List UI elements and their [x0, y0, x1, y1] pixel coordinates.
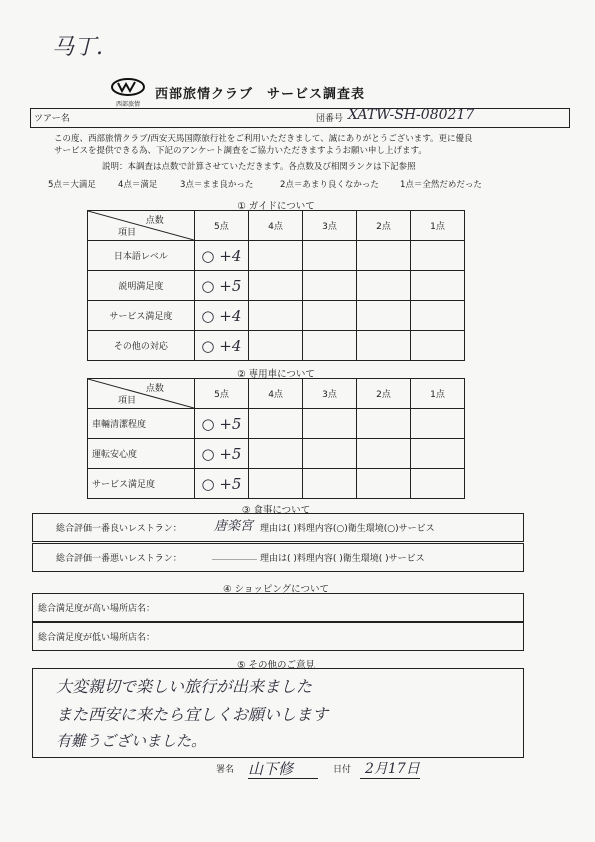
table-header-corner — [88, 379, 195, 409]
rating-cell[interactable] — [357, 241, 411, 271]
table-row — [88, 331, 465, 361]
scale-1: 1点＝全然だめだった — [400, 180, 482, 190]
header-score: 点数 — [145, 384, 164, 394]
comment-line-3: 有難うございました。 — [56, 732, 207, 750]
header-score: 点数 — [145, 216, 164, 226]
rating-cell[interactable] — [249, 301, 303, 331]
scale-5: 5点＝大満足 — [48, 180, 96, 190]
rating-cell[interactable] — [303, 409, 357, 439]
column-header: 1点 — [411, 211, 465, 241]
comment-line-1: 大変親切で楽しい旅行が出来ました — [56, 677, 313, 696]
row-label: サービス満足度 — [88, 301, 195, 331]
company-logo — [110, 78, 146, 108]
rating-cell[interactable] — [249, 241, 303, 271]
rating-cell[interactable] — [357, 439, 411, 469]
column-header: 3点 — [303, 211, 357, 241]
signature-underline — [248, 778, 318, 779]
rating-cell[interactable] — [411, 271, 465, 301]
rating-cell[interactable] — [411, 469, 465, 499]
rating-mark[interactable]: ○ +4 — [194, 301, 248, 331]
rating-cell[interactable] — [357, 469, 411, 499]
rating-cell[interactable] — [249, 271, 303, 301]
logo-text: 西部旅情 — [115, 101, 140, 108]
rating-cell[interactable] — [249, 409, 303, 439]
table-row — [88, 469, 465, 499]
date-underline — [360, 778, 420, 779]
rating-cell[interactable] — [357, 409, 411, 439]
section-guide-title: ① ガイドについて — [237, 201, 315, 212]
date-value: 2月17日 — [365, 761, 420, 777]
rating-cell[interactable] — [357, 301, 411, 331]
column-header: 2点 — [357, 379, 411, 409]
rating-cell[interactable] — [411, 331, 465, 361]
rating-mark[interactable]: ○ +5 — [194, 409, 248, 439]
table-row — [88, 439, 465, 469]
group-no-value: XATW-SH-080217 — [348, 107, 475, 123]
date-label: 日付 — [333, 765, 352, 775]
corner-note: 马丁. — [52, 35, 103, 60]
column-header: 2点 — [357, 211, 411, 241]
rating-mark[interactable]: ○ +5 — [194, 439, 248, 469]
row-label: 車輛清潔程度 — [88, 409, 195, 439]
diagonal-line — [88, 211, 194, 240]
best-restaurant-label: 総合評価一番良いレストラン： — [56, 524, 182, 534]
rating-cell[interactable] — [303, 331, 357, 361]
signature-value: 山下修 — [248, 760, 294, 778]
scale-2: 2点＝あまり良くなかった — [280, 180, 379, 190]
best-restaurant-reason: 理由は( )料理内容(○)衛生環境(○)サービス — [260, 524, 435, 534]
intro-line-1: この度、西部旅情クラブ/西安天馬国際旅行社をご利用いただきまして、誠にありがとうございます。更に優良 — [54, 134, 473, 144]
table-row — [88, 271, 465, 301]
intro-line-3: 説明：本調査は点数で計算させていただきます。各点数及び相関ランクは下記参照 — [102, 162, 416, 172]
scale-3: 3点＝まま良かった — [180, 180, 254, 190]
table-row — [88, 409, 465, 439]
vehicle-rating-table — [87, 378, 465, 499]
rating-cell[interactable] — [303, 301, 357, 331]
rating-cell[interactable] — [303, 241, 357, 271]
group-no-label: 団番号 — [316, 114, 344, 124]
diagonal-line — [88, 379, 194, 408]
rating-cell[interactable] — [357, 271, 411, 301]
rating-cell[interactable] — [249, 469, 303, 499]
scale-4: 4点＝満足 — [118, 180, 158, 190]
table-row — [88, 301, 465, 331]
tour-info-row — [30, 108, 570, 128]
worst-restaurant-value: ＿＿＿＿＿ — [212, 552, 258, 562]
form-title: 西部旅情クラブ サービス調査表 — [155, 87, 366, 102]
header-item: 項目 — [118, 228, 137, 238]
rating-mark[interactable]: ○ +4 — [194, 241, 248, 271]
section-meal-title: ③ 食事について — [241, 505, 311, 516]
rating-mark[interactable]: ○ +5 — [194, 469, 248, 499]
column-header: 5点 — [194, 211, 248, 241]
worst-restaurant-label: 総合評価一番悪いレストラン： — [56, 554, 182, 564]
column-header: 5点 — [194, 379, 248, 409]
section-shopping-title: ④ ショッピングについて — [223, 584, 329, 595]
row-label: 運転安心度 — [88, 439, 195, 469]
worst-restaurant-reason: 理由は( )料理内容( )衛生環境( )サービス — [260, 554, 425, 564]
rating-cell[interactable] — [249, 331, 303, 361]
column-header: 4点 — [249, 379, 303, 409]
column-header: 3点 — [303, 379, 357, 409]
column-header: 1点 — [411, 379, 465, 409]
rating-cell[interactable] — [411, 241, 465, 271]
row-label: その他の対応 — [88, 331, 195, 361]
logo-emblem-icon — [110, 78, 146, 96]
signature-label: 署名 — [216, 765, 235, 775]
table-row — [88, 241, 465, 271]
low-shop-label: 総合満足度が低い場所店名： — [38, 633, 156, 643]
high-shop-label: 総合満足度が高い場所店名： — [38, 604, 156, 614]
best-restaurant-value: 唐楽宮 — [214, 519, 254, 534]
section-vehicle-title: ② 専用車について — [237, 369, 315, 380]
row-label: 日本語レベル — [88, 241, 195, 271]
tour-name-label: ツアー名 — [34, 114, 70, 124]
table-header-corner — [88, 211, 195, 241]
section-comments-title: ⑤ その他のご意見 — [236, 660, 316, 671]
header-item: 項目 — [118, 396, 137, 406]
comment-line-2: また西安に来たら宜しくお願いします — [56, 705, 329, 724]
rating-cell[interactable] — [303, 271, 357, 301]
column-header: 4点 — [249, 211, 303, 241]
rating-mark[interactable]: ○ +4 — [194, 331, 248, 361]
rating-cell[interactable] — [303, 439, 357, 469]
rating-cell[interactable] — [249, 439, 303, 469]
rating-cell[interactable] — [303, 469, 357, 499]
rating-cell[interactable] — [411, 409, 465, 439]
rating-cell[interactable] — [357, 331, 411, 361]
intro-line-2: サービスを提供できる為、下記のアンケート調査をご協力いただきますようお願い申し上げます。 — [54, 146, 427, 156]
row-label: 説明満足度 — [88, 271, 195, 301]
row-label: サービス満足度 — [88, 469, 195, 499]
rating-mark[interactable]: ○ +5 — [194, 271, 248, 301]
guide-rating-table — [87, 210, 465, 361]
rating-cell[interactable] — [411, 301, 465, 331]
rating-cell[interactable] — [411, 439, 465, 469]
